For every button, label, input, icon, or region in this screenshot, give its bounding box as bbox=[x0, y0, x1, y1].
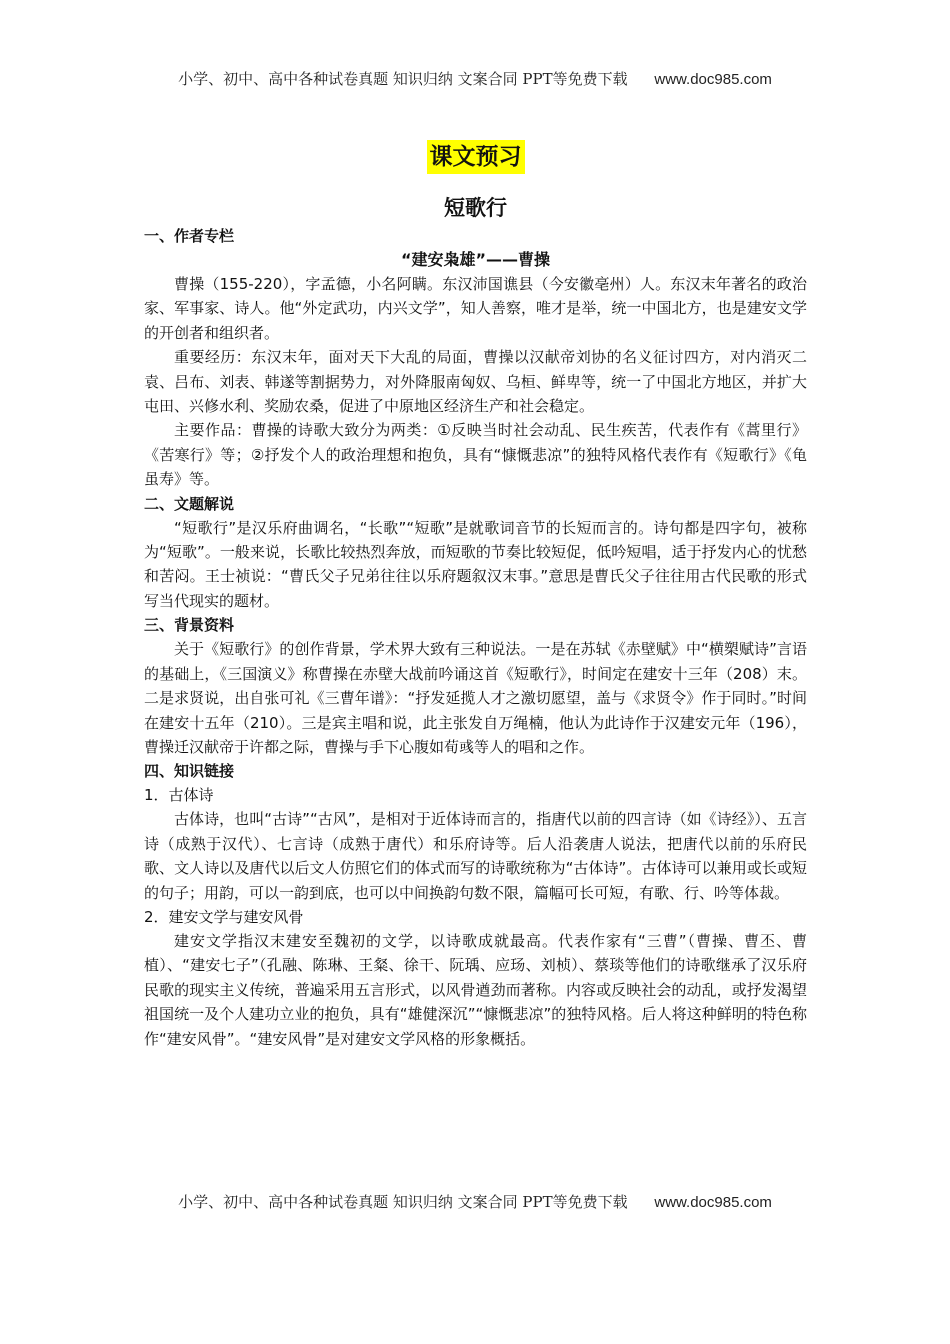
paragraph: 曹操（155-220），字孟德，小名阿瞒。东汉沛国谯县（今安徽亳州）人。东汉末年著名的政治家、军事家、诗人。他“外定武功，内兴文学”，知人善察，唯才是举，统一中国北方，也是建安文学的开创者和组织者。 bbox=[144, 275, 807, 342]
section-heading-title-explanation: 二、文题解说 bbox=[144, 494, 235, 513]
section-heading-background: 三、背景资料 bbox=[144, 616, 235, 635]
footer-text: 小学、初中、高中各种试卷真题 知识归纳 文案合同 PPT等免费下载 bbox=[178, 1193, 628, 1211]
paragraph: “短歌行”是汉乐府曲调名，“长歌”“短歌”是就歌词音节的长短而言的。诗句都是四字句，被称为“短歌”。一般来说，长歌比较热烈奔放，而短歌的节奏比较短促，低吟短唱，适于抒发内心的忧愁和苦闷。王士祯说：“曹氏父子兄弟往往以乐府题叙汉末事。”意思是曹氏父子往往用古代民歌的形式写当代现实的题材。 bbox=[144, 518, 807, 610]
paragraph: 关于《短歌行》的创作背景，学术界大致有三种说法。一是在苏轼《赤壁赋》中“横槊赋诗”言语的基础上，《三国演义》称曹操在赤壁大战前吟诵这首《短歌行》，时间定在建安十三年（208）末。二是求贤说，出自张可礼《三曹年谱》：“抒发延揽人才之激切愿望，盖与《求贤令》作于同时。”时间在建安十五年（210）。三是宾主唱和说，此主张发自万绳楠，他认为此诗作于汉建安元年（196），曹操迁汉献帝于许都之际，曹操与手下心腹如荀彧等人的唱和之作。 bbox=[144, 640, 807, 756]
header-text: 小学、初中、高中各种试卷真题 知识归纳 文案合同 PPT等免费下载 bbox=[178, 70, 628, 88]
page-footer bbox=[0, 1191, 950, 1212]
sub-heading-ancient-poetry: 1．古体诗 bbox=[144, 786, 214, 805]
section-heading-knowledge-links: 四、知识链接 bbox=[144, 762, 235, 781]
section-heading-author: 一、作者专栏 bbox=[144, 227, 235, 245]
document-body bbox=[144, 140, 807, 1051]
paragraph: 主要作品：曹操的诗歌大致分为两类：①反映当时社会动乱、民生疾苦，代表作有《蒿里行》《苦寒行》等；②抒发个人的政治理想和抱负，具有“慷慨悲凉”的独特风格代表作有《短歌行》《龟虽寿》等。 bbox=[144, 421, 807, 489]
paragraph: 建安文学指汉末建安至魏初的文学，以诗歌成就最高。代表作家有“三曹”（曹操、曹丕、曹植）、“建安七子”（孔融、陈琳、王粲、徐干、阮瑀、应玚、刘桢）、蔡琰等他们的诗歌继承了汉乐府民歌的现实主义传统，普遍采用五言形式，以风骨遒劲而著称。内容或反映社会的动乱，或抒发渴望祖国统一及个人建功立业的抱负，具有“雄健深沉”“慷慨悲凉”的独特风格。后人将这种鲜明的特色称作“建安风骨”。“建安风骨”是对建安文学风格的形象概括。 bbox=[144, 931, 807, 1048]
poem-title: 短歌行 bbox=[444, 196, 507, 220]
author-subtitle: “建安枭雄”——曹操 bbox=[400, 250, 551, 269]
paragraph: 古体诗，也叫“古诗”“古风”，是相对于近体诗而言的，指唐代以前的四言诗（如《诗经》）、五言诗（成熟于汉代）、七言诗（成熟于唐代）和乐府诗等。后人沿袭唐人说法，把唐代以前的乐府民歌、文人诗以及唐代以后文人仿照它们的体式而写的诗歌统称为“古体诗”。古体诗可以兼用或长或短的句子；用韵，可以一韵到底，也可以中间换韵句数不限，篇幅可长可短，有歌、行、吟等体裁。 bbox=[144, 810, 807, 902]
document-title bbox=[144, 140, 807, 178]
paragraph: 重要经历：东汉末年，面对天下大乱的局面，曹操以汉献帝刘协的名义征讨四方，对内消灭二袁、吕布、刘表、韩遂等割据势力，对外降服南匈奴、乌桓、鲜卑等，统一了中国北方地区，并扩大屯田、兴修水利、奖励农桑，促进了中原地区经济生产和社会稳定。 bbox=[144, 348, 807, 416]
footer-url[interactable]: www.doc985.com bbox=[654, 1194, 772, 1211]
page-header bbox=[0, 68, 950, 89]
document-title-text: 课文预习 bbox=[427, 140, 525, 174]
header-url[interactable]: www.doc985.com bbox=[654, 71, 772, 88]
sub-heading-jian-an-literature: 2．建安文学与建安风骨 bbox=[144, 907, 304, 926]
